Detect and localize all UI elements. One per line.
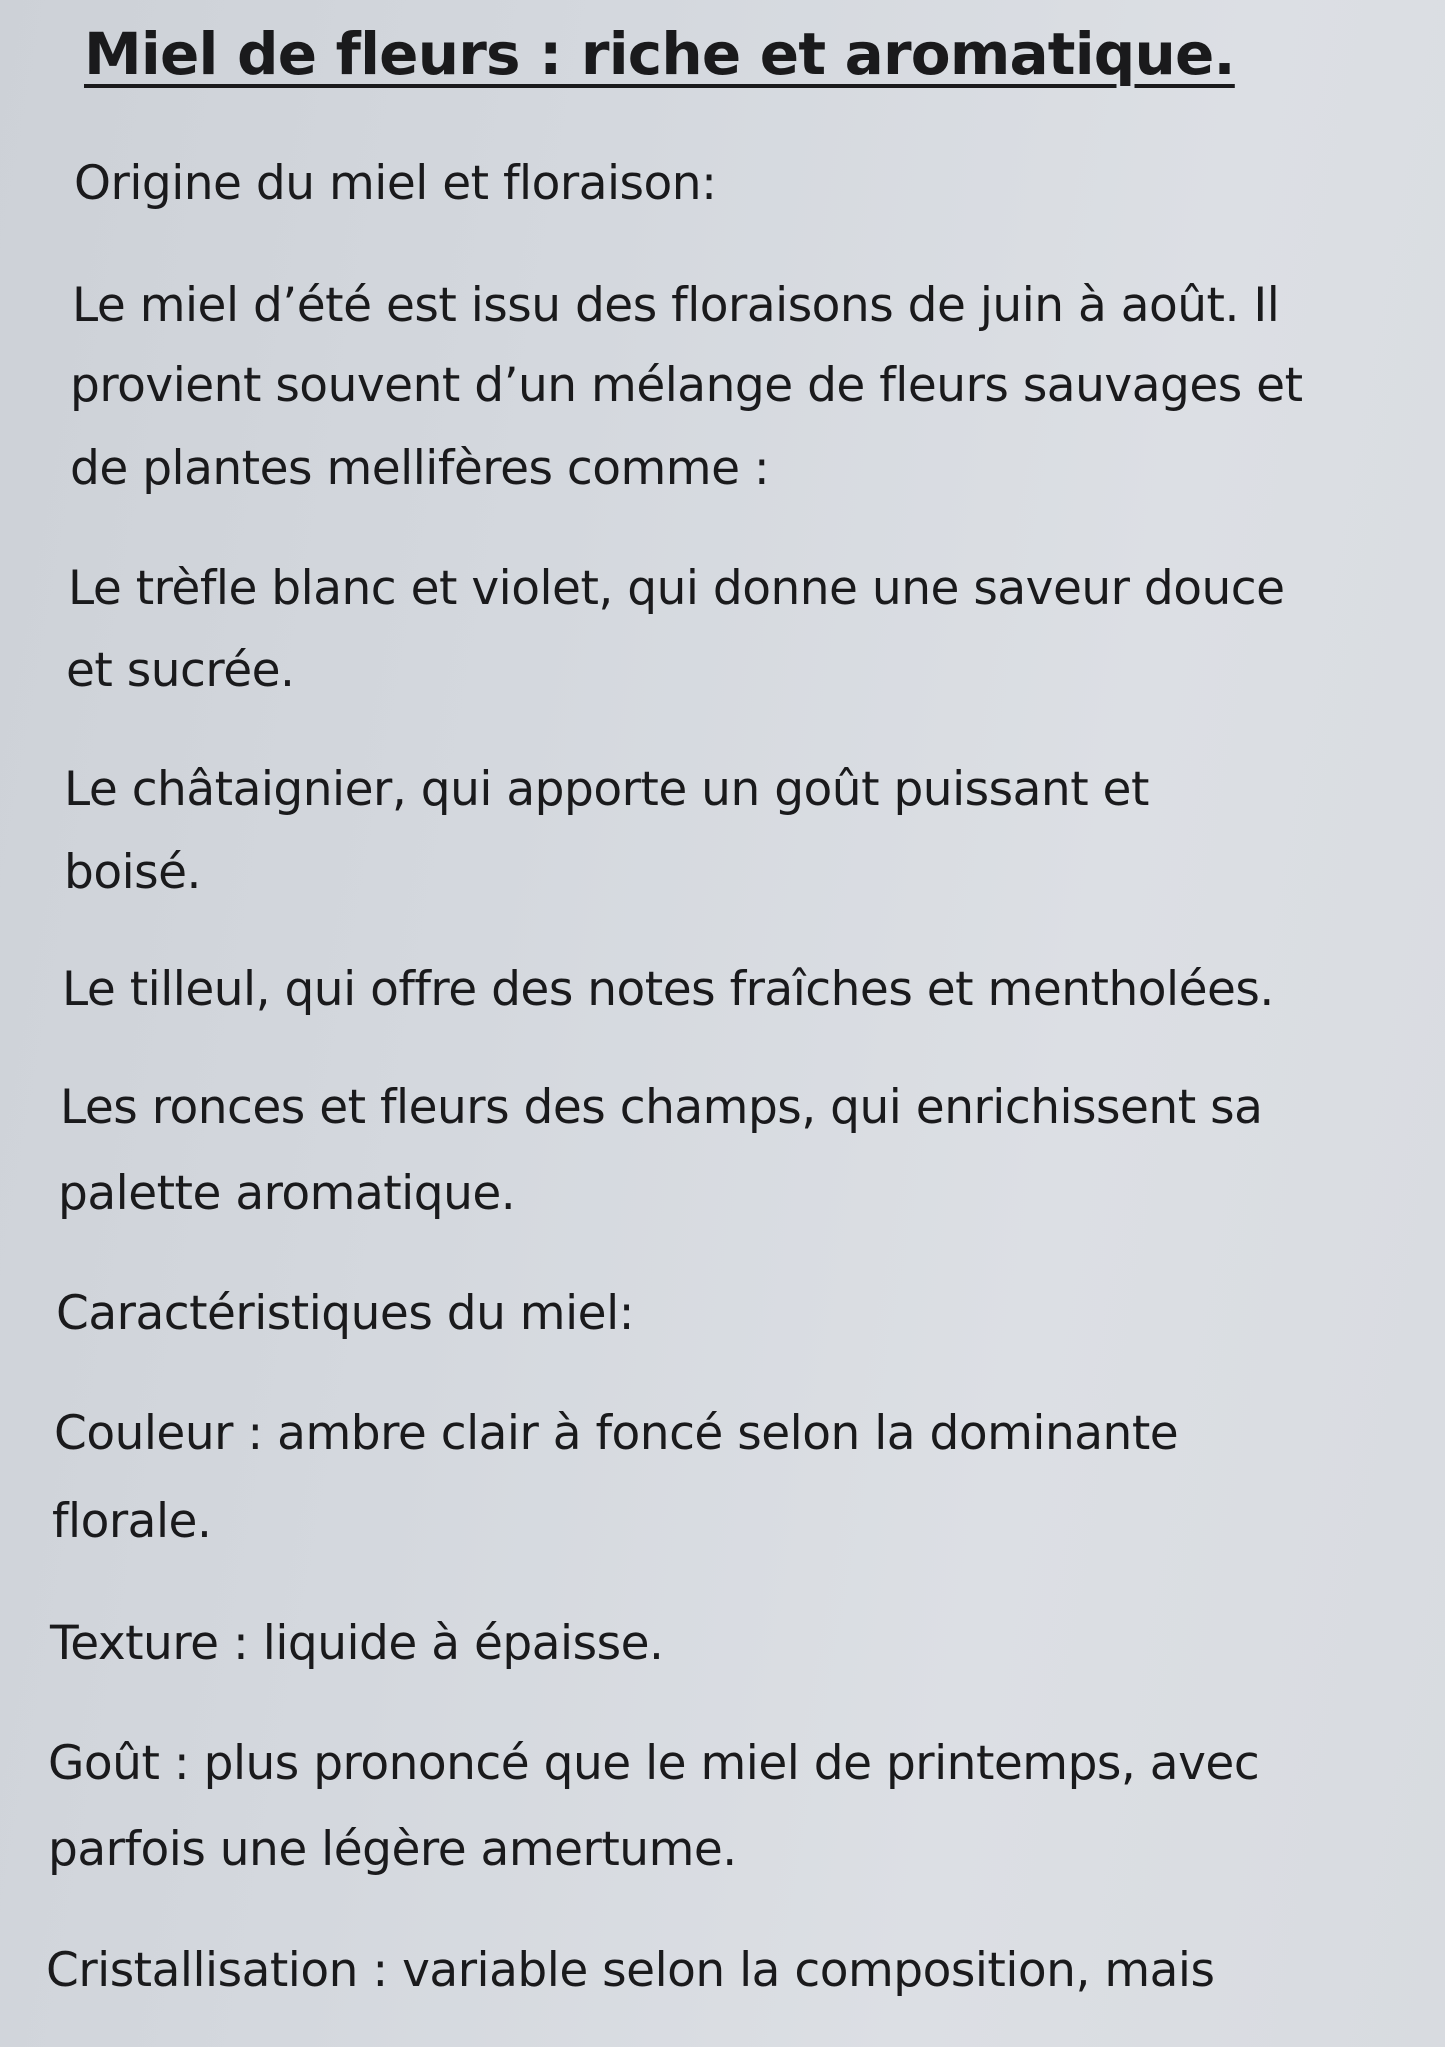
section-heading-caracteristiques: Caractéristiques du miel: xyxy=(56,1286,634,1341)
list-item-tilleul: Le tilleul, qui offre des notes fraîches et mentholées. xyxy=(62,962,1274,1017)
list-item-trefle: Le trèfle blanc et violet, qui donne une saveur douce xyxy=(68,561,1285,616)
list-item-ronces: Les ronces et fleurs des champs, qui enrichissent sa xyxy=(60,1080,1263,1135)
characteristic-couleur-cont: florale. xyxy=(52,1494,212,1549)
section-heading-origin: Origine du miel et floraison: xyxy=(74,156,717,211)
characteristic-gout: Goût : plus prononcé que le miel de printemps, avec xyxy=(48,1736,1260,1791)
list-item-ronces-cont: palette aromatique. xyxy=(58,1166,516,1221)
characteristic-cristallisation: Cristallisation : variable selon la composition, mais xyxy=(46,1943,1215,1998)
paragraph-line: provient souvent d’un mélange de fleurs sauvages et xyxy=(70,358,1303,413)
document-title: Miel de fleurs : riche et aromatique. xyxy=(84,20,1235,88)
list-item-chataignier-cont: boisé. xyxy=(64,845,201,900)
characteristic-gout-cont: parfois une légère amertume. xyxy=(48,1822,737,1877)
paragraph-line: Le miel d’été est issu des floraisons de juin à août. Il xyxy=(72,278,1280,333)
characteristic-couleur: Couleur : ambre clair à foncé selon la dominante xyxy=(54,1406,1179,1461)
list-item-trefle-cont: et sucrée. xyxy=(66,643,295,698)
list-item-chataignier: Le châtaignier, qui apporte un goût puissant et xyxy=(64,762,1149,817)
paragraph-line: de plantes mellifères comme : xyxy=(70,441,770,496)
characteristic-texture: Texture : liquide à épaisse. xyxy=(50,1616,664,1671)
